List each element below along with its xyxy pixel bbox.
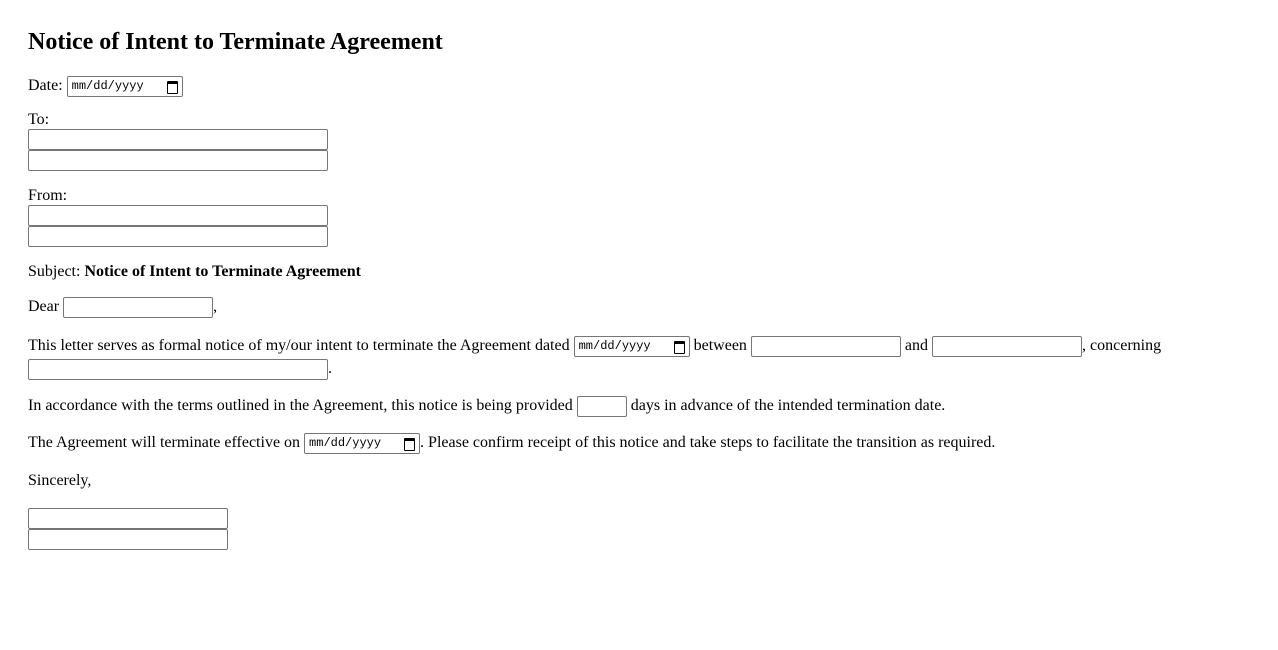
date-row — [28, 76, 1278, 97]
to-label: To: — [28, 111, 50, 128]
para2-text2: days in advance of the intended termination date. — [630, 397, 946, 415]
to-name-field[interactable] — [28, 129, 328, 150]
signature-name-field[interactable] — [28, 508, 228, 529]
para1-text3: and — [904, 337, 929, 354]
para1-text2: between — [693, 337, 747, 354]
salutation-label: Dear — [28, 298, 60, 316]
page-title: Notice of Intent to Terminate Agreement — [28, 29, 443, 55]
from-name-field[interactable] — [28, 205, 328, 226]
date-placeholder: mm/dd/yyyy — [71, 79, 144, 93]
to-block — [28, 111, 1278, 171]
para1-text1: This letter serves as formal notice of my/our intent to terminate the Agreement dated — [28, 337, 570, 354]
agreement-date-field[interactable] — [574, 336, 690, 357]
party-two-field[interactable] — [932, 336, 1082, 357]
paragraph-effective-date — [28, 433, 1278, 454]
para2-text1: In accordance with the terms outlined in the Agreement, this notice is being provided — [28, 397, 573, 415]
paragraph-intent — [28, 334, 1278, 380]
calendar-icon[interactable] — [674, 341, 685, 354]
para1-text5: . — [328, 360, 332, 377]
calendar-icon[interactable] — [167, 81, 178, 94]
para1-text4: , concerning — [1082, 337, 1162, 354]
date-field[interactable] — [67, 76, 183, 97]
para3-text1: The Agreement will terminate effective on — [28, 434, 301, 452]
agreement-date-placeholder: mm/dd/yyyy — [578, 338, 651, 353]
recipient-name-field[interactable] — [63, 297, 213, 318]
concerning-field[interactable] — [28, 359, 328, 380]
subject-label: Subject: — [28, 263, 81, 280]
subject-line — [28, 263, 1278, 281]
from-address-field[interactable] — [28, 226, 328, 247]
to-address-field[interactable] — [28, 150, 328, 171]
from-label: From: — [28, 187, 68, 204]
date-label: Date: — [28, 77, 63, 95]
para3-text2: . Please confirm receipt of this notice and take steps to facilitate the transition as required. — [420, 434, 996, 452]
calendar-icon[interactable] — [404, 438, 415, 451]
subject-value: Notice of Intent to Terminate Agreement — [84, 263, 361, 280]
salutation-line — [28, 297, 1278, 318]
notice-days-field[interactable] — [577, 396, 627, 417]
closing-line: Sincerely, — [28, 472, 92, 489]
termination-date-field[interactable] — [304, 433, 420, 454]
from-block — [28, 187, 1278, 247]
salutation-comma: , — [213, 298, 218, 316]
party-one-field[interactable] — [751, 336, 901, 357]
signature-block — [28, 508, 1278, 550]
signature-title-field[interactable] — [28, 529, 228, 550]
paragraph-notice-period — [28, 396, 1278, 417]
termination-date-placeholder: mm/dd/yyyy — [309, 436, 382, 450]
